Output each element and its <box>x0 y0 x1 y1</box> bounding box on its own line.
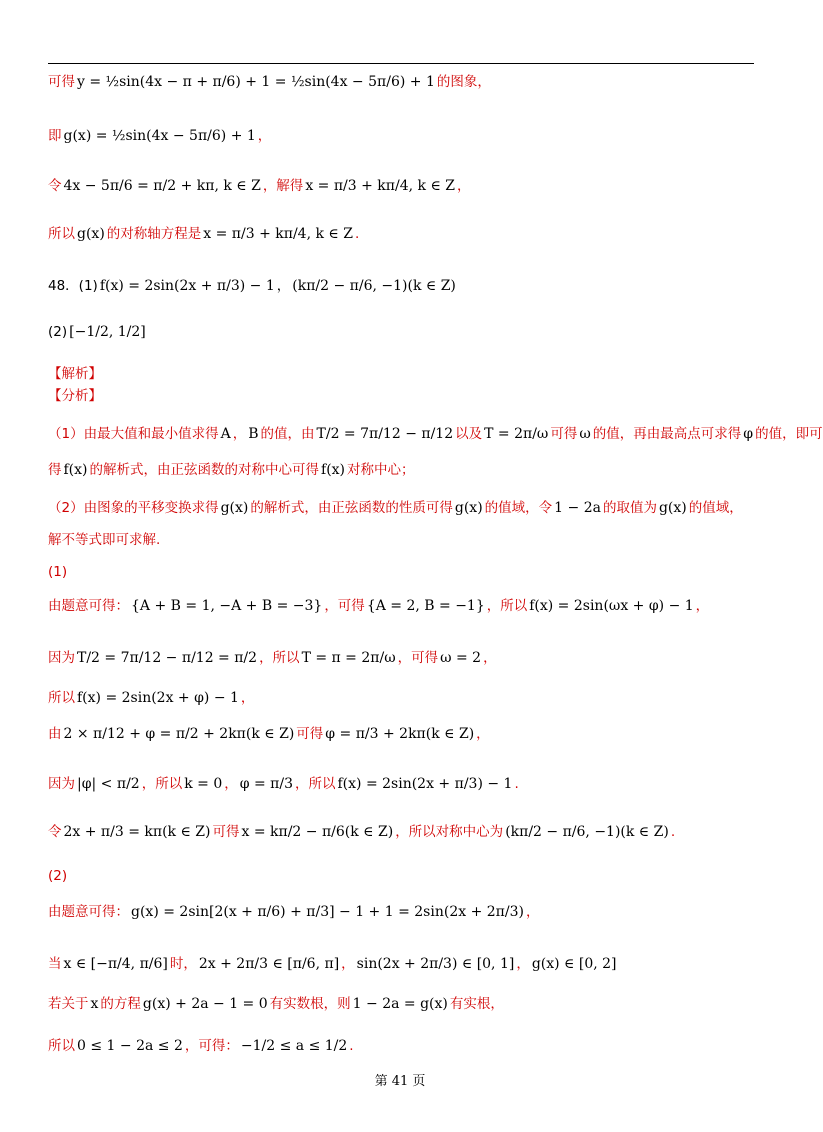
text-segment: 可得 <box>296 726 324 742</box>
math-expression: T = 2π/ω <box>484 426 549 442</box>
text-line <box>48 176 470 196</box>
text-line <box>48 72 491 92</box>
text-line <box>48 224 359 244</box>
math-expression: g(x) + 2a − 1 = 0 <box>142 996 268 1012</box>
text-segment: . <box>354 226 360 242</box>
text-line <box>48 530 160 550</box>
math-expression: φ = π/3 + 2kπ(k ∈ Z) <box>325 726 475 742</box>
text-segment: （2）由图象的平移变换求得 <box>48 500 219 516</box>
text-line <box>48 774 519 794</box>
text-line <box>48 648 497 668</box>
math-expression: sin(2x + 2π/3) ∈ [0, 1] <box>356 956 515 972</box>
text-segment: 所以 <box>48 226 75 242</box>
text-segment: 【分析】 <box>48 388 102 404</box>
text-segment: ，可得： <box>184 1038 239 1054</box>
math-expression: g(x) <box>77 226 105 242</box>
math-expression: −1/2 ≤ a ≤ 1/2 <box>240 1038 348 1054</box>
text-segment: 有实根， <box>449 996 504 1012</box>
text-segment: 即 <box>48 128 62 144</box>
math-expression: x <box>90 996 99 1012</box>
text-line <box>48 724 490 744</box>
text-segment: ， <box>341 956 355 972</box>
math-expression: g(x) = ½sin(4x − 5π/6) + 1 <box>63 128 256 144</box>
math-expression: x ∈ [−π/4, π/6] <box>63 956 168 972</box>
text-segment: 的解析式，由正弦函数的对称中心可得 <box>89 462 320 478</box>
text-line <box>48 364 102 384</box>
math-expression: f(x) <box>321 462 346 478</box>
text-segment: 的值，即可 <box>755 426 823 442</box>
math-expression: {A + B = 1, −A + B = −3} <box>131 598 323 614</box>
text-segment: . <box>670 824 676 840</box>
math-expression: T/2 = 7π/12 − π/12 = π/2 <box>77 650 258 666</box>
text-segment: 48．(1) <box>48 278 98 294</box>
text-line <box>48 596 709 616</box>
text-segment: ， <box>476 726 490 742</box>
math-expression: f(x) = 2sin(2x + π/3) − 1 <box>337 776 513 792</box>
text-line <box>48 562 67 582</box>
math-expression: B <box>248 426 259 442</box>
math-expression: φ <box>743 426 754 442</box>
math-expression: ω <box>579 426 591 442</box>
math-expression: g(x) ∈ [0, 2] <box>531 956 617 972</box>
text-segment: (1) <box>48 564 68 580</box>
text-segment: 的值域， <box>688 500 743 516</box>
math-expression: {A = 2, B = −1} <box>366 598 485 614</box>
header-rule <box>48 63 754 64</box>
math-expression: x = kπ/2 − π/6(k ∈ Z) <box>241 824 394 840</box>
text-segment: ，所以对称中心为 <box>395 824 504 840</box>
math-expression: g(x) <box>220 500 249 516</box>
text-line <box>48 386 102 406</box>
math-expression: ω = 2 <box>440 650 482 666</box>
text-line <box>48 688 254 708</box>
text-segment: ， <box>276 278 291 294</box>
text-segment: 的值，再由最高点可求得 <box>592 426 742 442</box>
math-expression: y = ½sin(4x − π + π/6) + 1 = ½sin(4x − 5π/6) + 1 <box>77 74 435 90</box>
text-segment: ， <box>257 128 272 144</box>
text-line <box>48 1036 354 1056</box>
math-expression: (kπ/2 − π/6, −1)(k ∈ Z) <box>505 824 669 840</box>
text-segment: 的取值为 <box>602 500 657 516</box>
math-expression: x = π/3 + kπ/4, k ∈ Z <box>305 178 455 194</box>
text-segment: ，可得 <box>397 650 439 666</box>
math-expression: 0 ≤ 1 − 2a ≤ 2 <box>77 1038 183 1054</box>
text-line <box>48 866 67 886</box>
text-line <box>48 994 504 1014</box>
text-segment: 令 <box>48 824 62 840</box>
text-line <box>48 822 675 842</box>
text-segment: 有实数根，则 <box>269 996 351 1012</box>
text-segment: 由题意可得： <box>48 904 129 920</box>
math-expression: f(x) = 2sin(ωx + φ) − 1 <box>529 598 694 614</box>
text-segment: 【解析】 <box>48 366 102 382</box>
text-segment: ，所以 <box>141 776 183 792</box>
text-segment: (2) <box>48 868 68 884</box>
text-segment: 得 <box>48 462 62 478</box>
math-expression: x = π/3 + kπ/4, k ∈ Z <box>203 226 353 242</box>
text-segment: 对称中心； <box>347 462 415 478</box>
text-segment: 的图象， <box>436 74 491 90</box>
math-expression: 4x − 5π/6 = π/2 + kπ, k ∈ Z <box>63 178 261 194</box>
math-expression: f(x) = 2sin(2x + φ) − 1 <box>77 690 239 706</box>
text-segment: ，所以 <box>295 776 336 792</box>
text-segment: 所以 <box>48 690 75 706</box>
text-segment: 的对称轴方程是 <box>106 226 202 242</box>
text-segment: 所以 <box>48 1038 75 1054</box>
math-expression: A <box>220 426 231 442</box>
math-expression: 2x + π/3 = kπ(k ∈ Z) <box>63 824 211 840</box>
text-segment: 由 <box>48 726 62 742</box>
text-segment: ，所以 <box>486 598 528 614</box>
math-expression: 2x + 2π/3 ∈ [π/6, π] <box>198 956 340 972</box>
text-segment: ， <box>232 426 247 442</box>
text-segment: ，所以 <box>259 650 300 666</box>
text-segment: 由题意可得： <box>48 598 129 614</box>
text-segment: ， <box>224 776 238 792</box>
math-expression: |φ| < π/2 <box>77 776 140 792</box>
text-segment: 若关于 <box>48 996 89 1012</box>
text-segment: 可得 <box>212 824 240 840</box>
text-line <box>48 424 823 444</box>
math-expression: 1 − 2a <box>554 500 601 516</box>
text-segment: ，解得 <box>262 178 304 194</box>
text-line <box>48 498 743 518</box>
page-number: 第 41 页 <box>374 1074 426 1089</box>
text-line <box>48 322 148 342</box>
text-segment: ， <box>456 178 471 194</box>
text-segment: 可得 <box>48 74 75 90</box>
text-segment: 因为 <box>48 776 75 792</box>
text-segment: ， <box>240 690 255 706</box>
math-expression: g(x) <box>454 500 483 516</box>
text-line <box>48 902 539 922</box>
text-segment: 因为 <box>48 650 75 666</box>
math-expression: g(x) <box>658 500 687 516</box>
text-segment: ， <box>483 650 497 666</box>
text-segment: ，可得 <box>324 598 365 614</box>
math-expression: f(x) = 2sin(2x + π/3) − 1 <box>99 278 275 294</box>
text-segment: . <box>349 1038 354 1054</box>
text-segment: 的解析式，由正弦函数的性质可得 <box>250 500 453 516</box>
text-line <box>48 276 458 296</box>
math-expression: f(x) <box>63 462 88 478</box>
text-segment: 解不等式即可求解. <box>48 532 161 548</box>
math-expression: 1 − 2a = g(x) <box>352 996 448 1012</box>
text-segment: 的值域，令 <box>484 500 553 516</box>
text-segment: ， <box>525 904 540 920</box>
math-expression: 2 × π/12 + φ = π/2 + 2kπ(k ∈ Z) <box>63 726 295 742</box>
text-line <box>48 126 271 146</box>
text-segment: 可得 <box>550 426 578 442</box>
text-segment: . <box>514 776 519 792</box>
text-segment: ， <box>516 956 530 972</box>
text-segment: ， <box>695 598 710 614</box>
math-expression: T = π = 2π/ω <box>301 650 396 666</box>
text-line <box>48 460 415 480</box>
text-segment: 的值，由 <box>260 426 315 442</box>
math-expression: (kπ/2 − π/6, −1)(k ∈ Z) <box>292 278 456 294</box>
math-expression: g(x) = 2sin[2(x + π/6) + π/3] − 1 + 1 = 2sin(2x + 2π/3) <box>131 904 524 920</box>
text-segment: 时， <box>169 956 197 972</box>
text-segment: 当 <box>48 956 62 972</box>
text-line <box>48 954 619 974</box>
text-segment: 令 <box>48 178 62 194</box>
math-expression: [−1/2, 1/2] <box>69 324 146 340</box>
text-segment: (2) <box>48 324 68 340</box>
math-expression: φ = π/3 <box>239 776 293 792</box>
text-segment: （1）由最大值和最小值求得 <box>48 426 219 442</box>
math-expression: k = 0 <box>184 776 223 792</box>
text-segment: 以及 <box>455 426 483 442</box>
math-expression: T/2 = 7π/12 − π/12 <box>316 426 454 442</box>
text-segment: 的方程 <box>100 996 141 1012</box>
